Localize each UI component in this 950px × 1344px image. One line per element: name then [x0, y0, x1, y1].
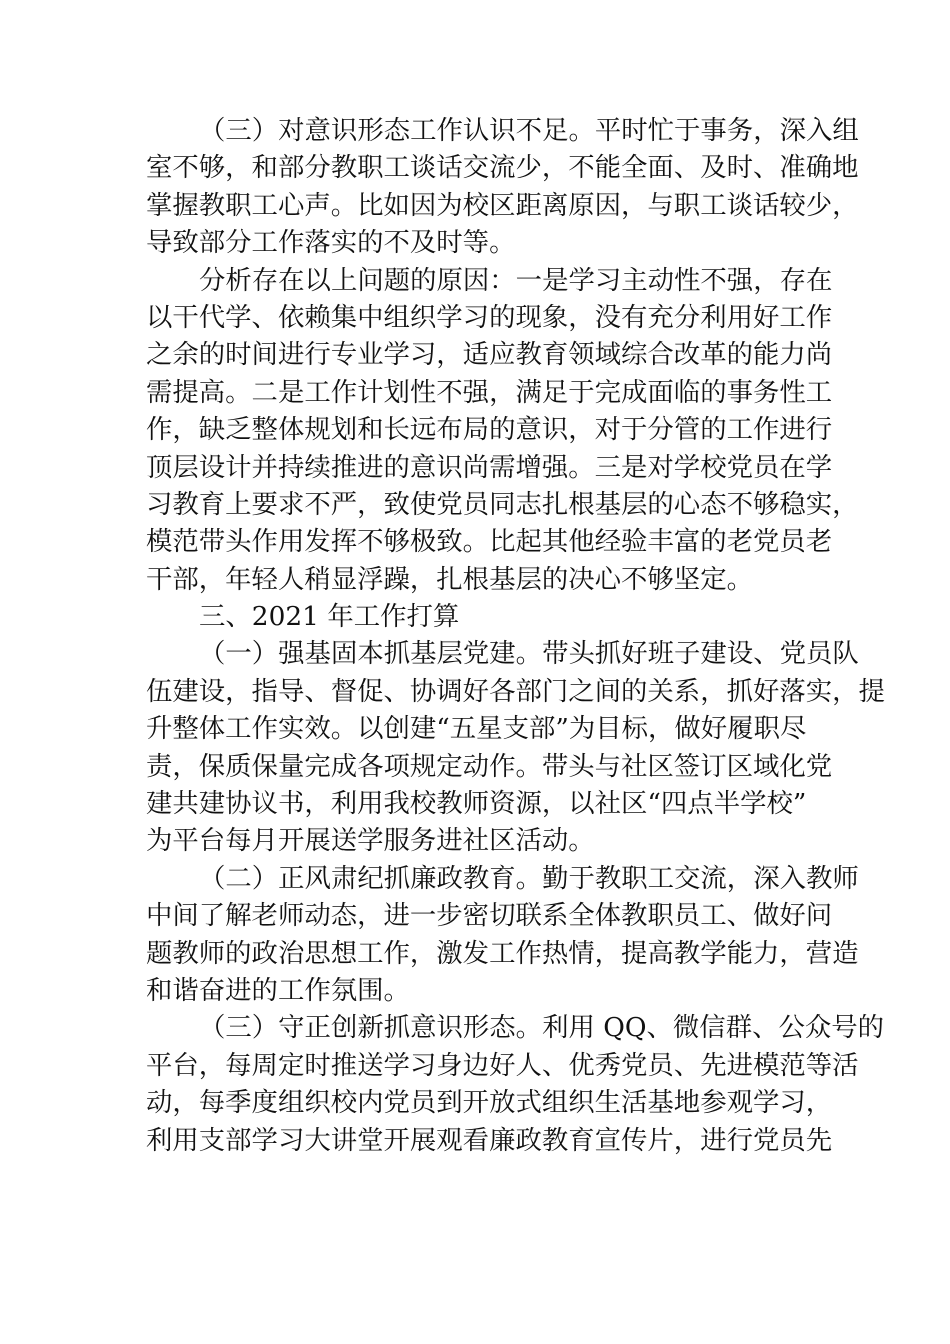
text-line: 导致部分工作落实的不及时等。: [146, 227, 516, 259]
text-line: （一）强基固本抓基层党建。带头抓好班子建设、党员队: [199, 638, 859, 670]
text-line: 模范带头作用发挥不够极致。比起其他经验丰富的老党员老: [146, 526, 833, 558]
text-line: 利用支部学习大讲堂开展观看廉政教育宣传片，进行党员先: [146, 1124, 833, 1156]
document-page: [146, 112, 885, 1159]
text-line: 为平台每月开展送学服务进社区活动。: [146, 825, 595, 857]
text-line: 题教师的政治思想工作，激发工作热情，提高教学能力，营造: [146, 937, 859, 969]
text-line: 责，保质保量完成各项规定动作。带头与社区签订区域化党: [146, 750, 833, 782]
text-line: 之余的时间进行专业学习，适应教育领域综合改革的能力尚: [146, 339, 833, 371]
section-heading-text: 三、2021 年工作打算: [199, 601, 460, 633]
text-line: 以干代学、依赖集中组织学习的现象，没有充分利用好工作: [146, 301, 833, 333]
text-line: （二）正风肃纪抓廉政教育。勤于教职工交流，深入教师: [199, 862, 859, 894]
text-line: 伍建设，指导、督促、协调好各部门之间的关系，抓好落实，提: [146, 675, 885, 707]
text-line: 升整体工作实效。以创建“五星支部”为目标，做好履职尽: [146, 713, 807, 745]
paragraph-ideology-awareness: [146, 112, 859, 262]
section-heading-2021-plan: [146, 598, 806, 635]
text-line: 室不够，和部分教职工谈话交流少，不能全面、及时、准确地: [146, 152, 859, 184]
text-line: 分析存在以上问题的原因：一是学习主动性不强，存在: [199, 264, 833, 296]
text-line: 平台，每周定时推送学习身边好人、优秀党员、先进模范等活: [146, 1049, 859, 1081]
text-line: 干部，年轻人稍显浮躁，扎根基层的决心不够坚定。: [146, 563, 753, 595]
text-line: （三）对意识形态工作认识不足。平时忙于事务，深入组: [199, 115, 859, 146]
text-line: 顶层设计并持续推进的意识尚需增强。三是对学校党员在学: [146, 451, 833, 483]
text-line: 动，每季度组织校内党员到开放式组织生活基地参观学习，: [146, 1087, 833, 1119]
text-line: （三）守正创新抓意识形态。利用 QQ、微信群、公众号的: [199, 1012, 885, 1044]
paragraph-party-building: [146, 635, 885, 859]
text-line: 中间了解老师动态，进一步密切联系全体教职员工、做好问: [146, 900, 833, 932]
text-line: 作，缺乏整体规划和长远布局的意识，对于分管的工作进行: [146, 414, 833, 446]
text-line: 掌握教职工心声。比如因为校区距离原因，与职工谈话较少，: [146, 189, 859, 221]
paragraph-integrity-education: [146, 860, 859, 1010]
text-line: 需提高。二是工作计划性不强，满足于完成面临的事务性工: [146, 376, 833, 408]
text-line: 习教育上要求不严，致使党员同志扎根基层的心态不够稳实，: [146, 488, 859, 520]
paragraph-ideology-innovation: [146, 1009, 885, 1159]
text-line: 和谐奋进的工作氛围。: [146, 974, 410, 1006]
text-line: 建共建协议书，利用我校教师资源，以社区“四点半学校”: [146, 788, 807, 820]
paragraph-cause-analysis: [146, 262, 859, 599]
